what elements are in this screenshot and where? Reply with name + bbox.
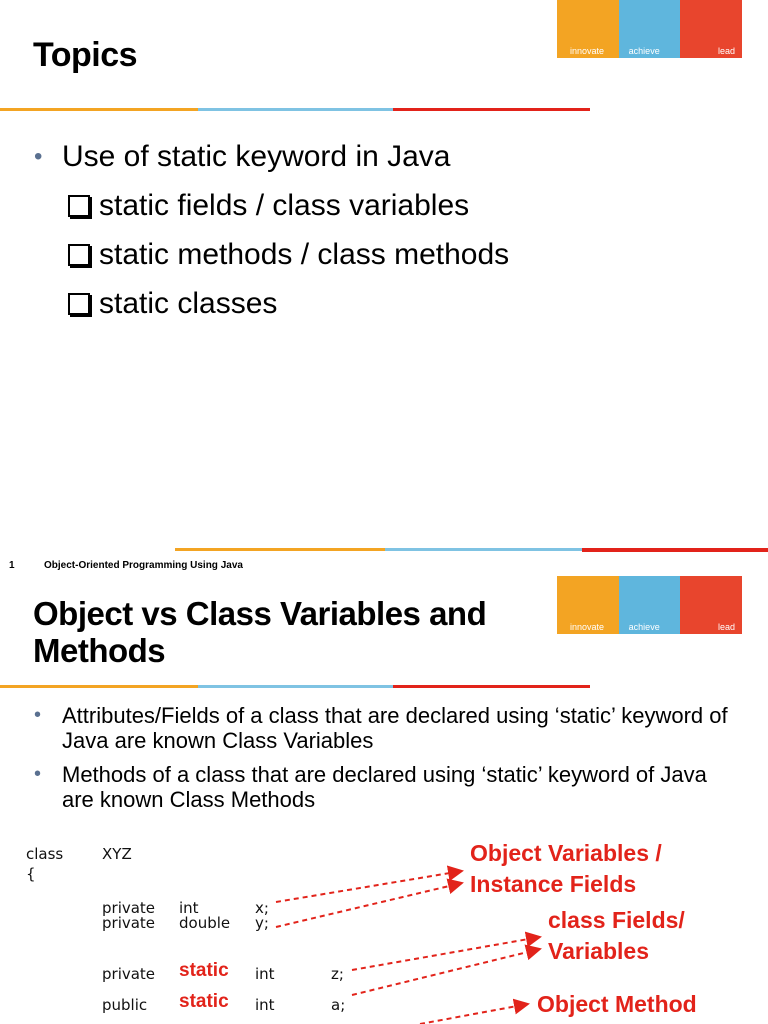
subitem-text: static classes <box>99 286 278 320</box>
definition-list <box>34 703 734 821</box>
annotation-line: Object Method <box>537 991 697 1017</box>
list-item <box>34 230 509 279</box>
list-item <box>34 279 509 328</box>
footer-rule <box>175 548 768 551</box>
slide-title: Topics <box>33 36 138 74</box>
title-line: Methods <box>33 632 166 669</box>
checkbox-bullet-icon <box>68 195 90 217</box>
brand-label: lead <box>718 46 736 56</box>
code-modifier: private <box>102 965 156 983</box>
bullet-icon: • <box>34 704 42 726</box>
brand-segment-lead <box>680 576 742 634</box>
code-identifier: y; <box>255 914 269 932</box>
code-static-keyword: static <box>179 991 229 1012</box>
list-item <box>34 132 509 181</box>
annotation-class-fields <box>548 905 685 967</box>
code-type: double <box>179 914 231 932</box>
page-number: 1 <box>9 560 15 571</box>
brand-label: lead <box>718 622 736 632</box>
brand-segment-innovate <box>557 0 619 58</box>
title-underline <box>0 108 590 111</box>
bullet-icon: • <box>34 763 42 785</box>
annotation-line: Object Variables / <box>470 840 662 866</box>
arrow-y-to-object-vars <box>276 883 462 927</box>
list-item <box>34 181 509 230</box>
code-brace: { <box>26 865 36 883</box>
brand-segment-lead <box>680 0 742 58</box>
code-identifier: x; <box>255 899 269 917</box>
topics-list <box>34 132 509 328</box>
arrow-a-to-class-fields <box>352 949 540 995</box>
bullet-text: Attributes/Fields of a class that are declared using ‘static’ keyword of Java are known Class Variables <box>62 703 728 753</box>
slide-object-vs-class <box>0 575 768 1024</box>
brand-logo <box>557 0 742 58</box>
code-type: int <box>179 899 199 917</box>
brand-logo <box>557 576 742 634</box>
arrow-x-to-object-vars <box>276 871 462 902</box>
code-modifier: private <box>102 914 156 932</box>
title-line: Object vs Class Variables and <box>33 595 487 632</box>
code-modifier: private <box>102 899 156 917</box>
checkbox-bullet-icon <box>68 244 90 266</box>
code-class-keyword: class <box>26 845 64 863</box>
brand-segment-achieve <box>619 576 681 634</box>
slide-title <box>33 595 486 669</box>
brand-label: achieve <box>628 622 660 632</box>
bullet-text: Use of static keyword in Java <box>62 139 451 173</box>
brand-label: achieve <box>628 46 660 56</box>
code-modifier: public <box>102 996 148 1014</box>
checkbox-bullet-icon <box>68 293 90 315</box>
bullet-text: Methods of a class that are declared using ‘static’ keyword of Java are known Class Methods <box>62 762 707 812</box>
annotation-line: Instance Fields <box>470 871 637 897</box>
annotation-line: class Fields/ <box>548 907 685 933</box>
course-name: Object-Oriented Programming Using Java <box>44 560 243 571</box>
subitem-text: static fields / class variables <box>99 188 470 222</box>
list-item <box>34 762 734 812</box>
brand-segment-achieve <box>619 0 681 58</box>
brand-label: innovate <box>570 622 605 632</box>
code-type: int <box>255 996 275 1014</box>
code-identifier: z; <box>331 965 344 983</box>
title-underline <box>0 685 590 688</box>
annotation-object-method <box>537 989 697 1020</box>
bullet-icon: • <box>34 142 43 170</box>
annotation-object-variables <box>470 838 662 900</box>
list-item <box>34 703 734 753</box>
annotation-line: Variables <box>548 938 650 964</box>
code-identifier: a; <box>331 996 346 1014</box>
arrow-z-to-class-fields <box>352 937 540 970</box>
code-type: int <box>255 965 275 983</box>
code-static-keyword: static <box>179 960 229 981</box>
brand-segment-innovate <box>557 576 619 634</box>
subitem-text: static methods / class methods <box>99 237 510 271</box>
arrow-to-object-method <box>420 1004 528 1024</box>
brand-label: innovate <box>570 46 605 56</box>
code-class-name: XYZ <box>102 845 132 863</box>
